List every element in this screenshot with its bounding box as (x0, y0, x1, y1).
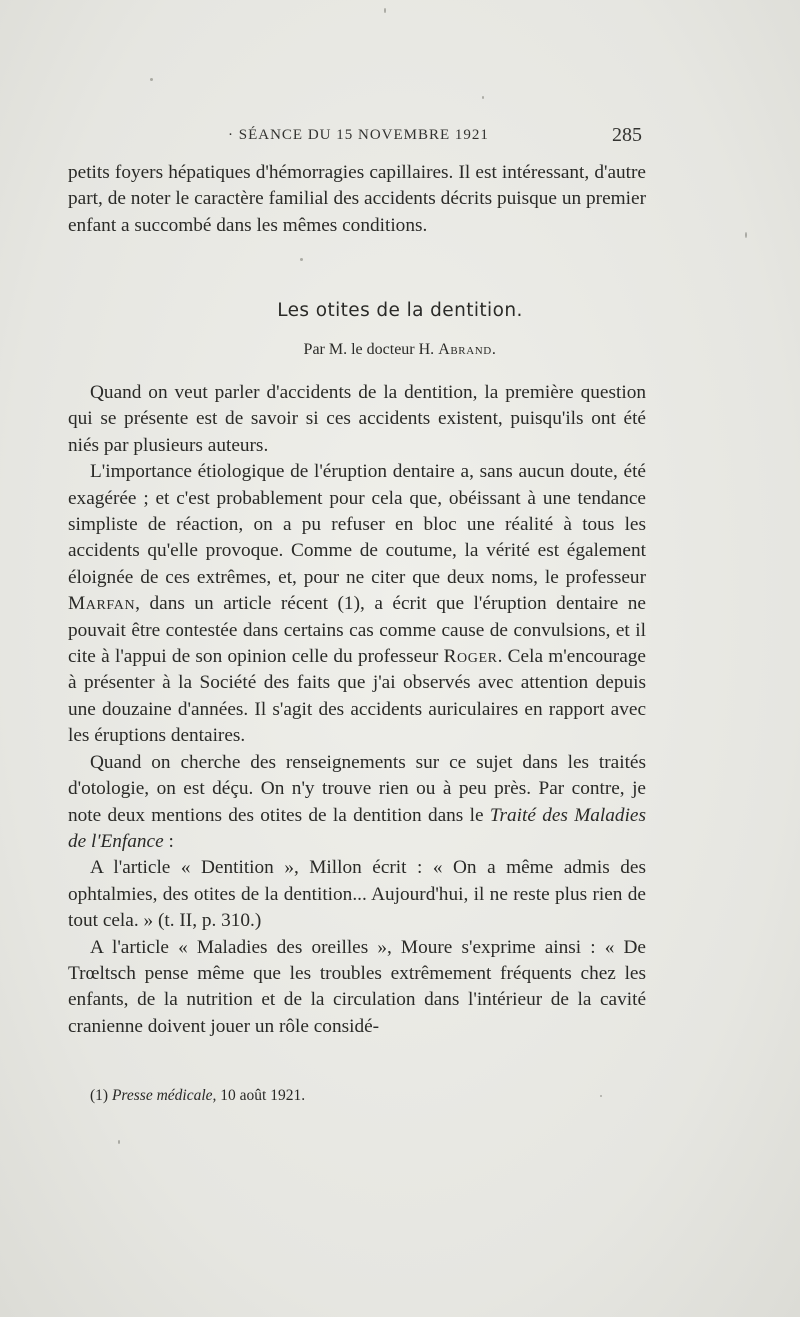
author-name-roger: Roger (443, 646, 498, 668)
paragraph-2-text-a: L'importance étiologique de l'éruption dentaire a, sans aucun doute, été exagérée ; et c'est probablement pour cela que, obéissant à une tendance simpliste de réaction, on a pu refuser en bloc une réalité à tous les accidents qu'elle provoque. Comme de coutume, la vérité est également éloignée de ces extrêmes, et, pour ne citer que deux noms, le professeur (68, 461, 646, 588)
article-byline (0, 341, 800, 359)
paragraph-3 (68, 750, 646, 856)
byline-prefix: Par M. le docteur H. (303, 341, 435, 358)
page-number: 285 (612, 124, 642, 146)
footnote-date: 10 août 1921. (220, 1087, 306, 1104)
book-title: Traité des Maladies de l'Enfance (68, 804, 646, 852)
author-name-marfan: Marfan (68, 593, 136, 615)
scan-speck (600, 1095, 602, 1097)
scan-speck (384, 8, 386, 13)
paragraph-3-text-a: Quand on cherche des renseignements sur ce sujet dans les traités d'otologie, on est déçu. On n'y trouve rien ou à peu près. Par contre, je note deux mentions des otites de la dentition dans le (68, 751, 646, 826)
opening-paragraph-block (68, 160, 646, 239)
paragraph-2 (68, 459, 646, 749)
byline-author: Abrand. (438, 341, 497, 358)
scan-speck (482, 96, 484, 99)
paragraph-2-text-b: , dans un article récent (1), a écrit que l'éruption dentaire ne pouvait être contestée dans certains cas comme cause de convulsions, et il cite à l'appui de son opinion celle du professeur (68, 593, 646, 668)
opening-paragraph: petits foyers hépatiques d'hémorragies capillaires. Il est intéressant, d'autre part, de noter le caractère familial des accidents décrits puisque un premier enfant a succombé dans les mêmes conditions. (68, 162, 646, 236)
scan-speck (745, 232, 747, 238)
scan-speck (118, 1140, 120, 1144)
page-header (0, 124, 800, 151)
paragraph-3-text-b: : (163, 830, 174, 852)
paragraph-4: A l'article « Dentition », Millon écrit : « On a même admis des ophtalmies, des otites de la dentition... Aujourd'hui, il ne reste plus rien de tout cela. » (t. II, p. 310.) (68, 857, 646, 932)
footnote (90, 1087, 305, 1105)
scan-speck (150, 78, 153, 81)
footnote-source: Presse médicale, (111, 1087, 217, 1104)
paragraph-2-text-c: . Cela m'encourage à présenter à la Société des faits que j'ai observés avec attention depuis une douzaine d'années. Il s'agit des accidents auriculaires en rapport avec les éruptions dentaires. (68, 646, 646, 747)
running-head: · SÉANCE DU 15 NOVEMBRE 1921 (228, 127, 489, 143)
paragraph-1: Quand on veut parler d'accidents de la dentition, la première question qui se présente est de savoir si ces accidents existent, puisqu'ils ont été niés par plusieurs auteurs. (68, 382, 646, 456)
scan-speck (300, 258, 303, 261)
article-body (68, 380, 646, 1040)
footnote-marker: (1) (90, 1087, 109, 1104)
article-title: Les otites de la dentition. (277, 300, 523, 321)
paragraph-5: A l'article « Maladies des oreilles », Moure s'exprime ainsi : « De Trœltsch pense même que les troubles extrêmement fréquents chez les enfants, de la nutrition et de la circulation dans l'intérieur de la cavité cranienne doivent jouer un rôle considé- (68, 936, 646, 1037)
